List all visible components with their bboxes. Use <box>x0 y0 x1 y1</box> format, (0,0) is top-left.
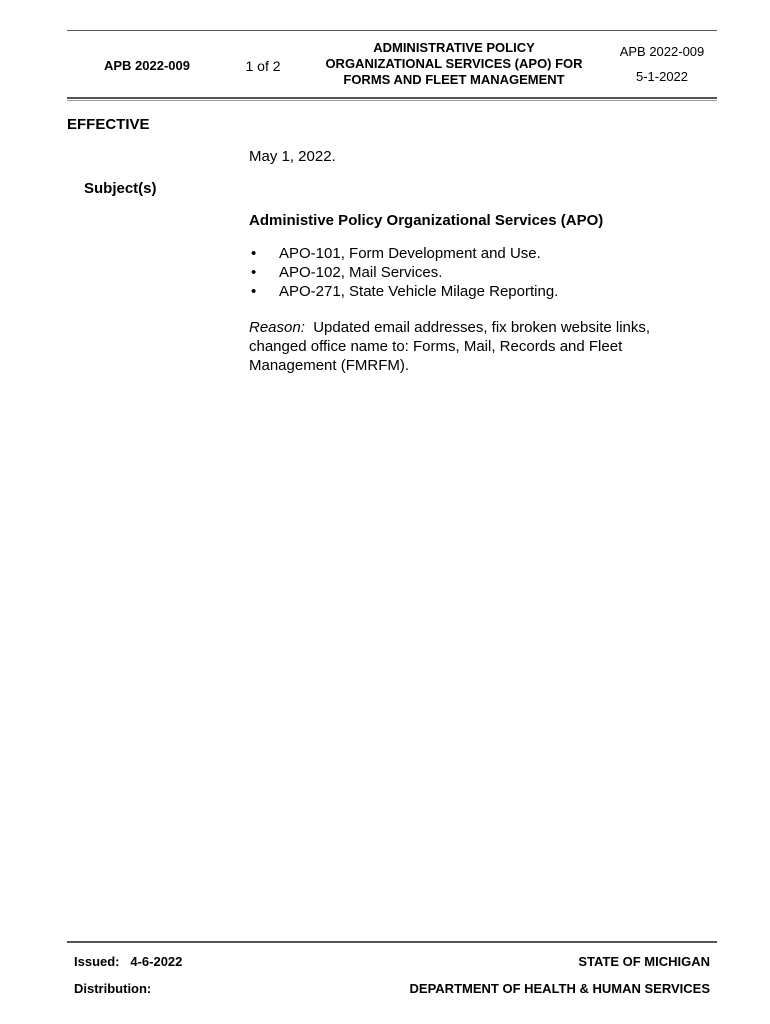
subject-heading: Administive Policy Organizational Services (APO) <box>249 212 604 229</box>
header-page-count: 1 of 2 <box>245 58 281 74</box>
footer-department: DEPARTMENT OF HEALTH & HUMAN SERVICES <box>409 981 710 996</box>
header-right-date: 5-1-2022 <box>635 69 689 84</box>
bullet-icon: • <box>251 283 257 300</box>
list-item-text: APO-271, State Vehicle Milage Reporting. <box>279 283 559 300</box>
bullet-icon: • <box>251 245 257 262</box>
header-right-doc-id: APB 2022-009 <box>619 44 705 59</box>
header-title-line-1: ADMINISTRATIVE POLICY <box>373 40 535 55</box>
reason-text: Updated email addresses, fix broken website links, changed office name to: Forms, Mail, Records and Fleet Management (FMRFM). <box>249 319 651 374</box>
header-title-line-3: FORMS AND FLEET MANAGEMENT <box>343 72 565 87</box>
footer-distribution: Distribution: <box>74 981 152 996</box>
reason-paragraph <box>249 318 669 375</box>
bullet-icon: • <box>251 264 257 281</box>
footer-issued: Issued: 4-6-2022 <box>74 954 183 969</box>
footer-state: STATE OF MICHIGAN <box>578 954 710 969</box>
reason-label: Reason: <box>249 319 305 336</box>
header-title-line-2: ORGANIZATIONAL SERVICES (APO) FOR <box>325 56 583 71</box>
header-title <box>300 40 608 88</box>
header-doc-id: APB 2022-009 <box>104 58 190 73</box>
list-item <box>249 263 558 282</box>
header-bottom-rule <box>67 97 717 99</box>
list-item-text: APO-102, Mail Services. <box>279 264 443 281</box>
header-bottom-rule-thin <box>67 100 717 101</box>
header-top-rule <box>67 30 717 31</box>
list-item <box>249 244 558 263</box>
effective-date: May 1, 2022. <box>249 148 336 165</box>
effective-label: EFFECTIVE <box>67 116 150 133</box>
footer-rule <box>67 941 717 943</box>
list-item <box>249 282 558 301</box>
subject-list <box>249 244 558 301</box>
subjects-label: Subject(s) <box>84 180 157 197</box>
list-item-text: APO-101, Form Development and Use. <box>279 245 541 262</box>
